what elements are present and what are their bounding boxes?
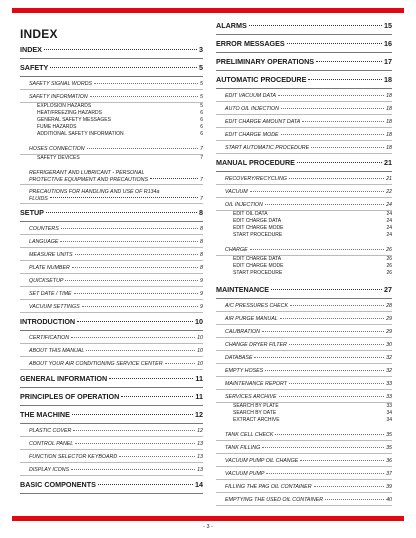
toc-entry-subsub[interactable] <box>216 218 392 225</box>
toc-entry-sub[interactable] <box>216 458 392 467</box>
toc-entry-page: 24 <box>386 202 392 208</box>
toc-entry-label: EXPLOSION HAZARDS <box>37 103 92 109</box>
toc-entry-wrapped[interactable] <box>20 189 203 204</box>
toc-entry-sub[interactable] <box>20 291 203 300</box>
toc-entry-subsub[interactable] <box>216 403 392 410</box>
toc-entry-subsub[interactable] <box>216 417 392 424</box>
toc-entry-label: ERROR MESSAGES <box>216 39 285 48</box>
dot-leader <box>86 350 195 351</box>
toc-entry-sub[interactable] <box>216 303 392 312</box>
dot-leader <box>82 306 198 307</box>
dot-leader <box>165 363 196 364</box>
toc-entry-sub[interactable] <box>20 467 203 476</box>
dot-leader <box>109 378 193 379</box>
toc-entry-page: 9 <box>200 278 203 284</box>
dot-leader <box>289 383 384 384</box>
toc-entry-page: 8 <box>200 265 203 271</box>
toc-entry-label: GENERAL SAFETY MESSAGES <box>37 117 111 123</box>
toc-entry-sub[interactable] <box>20 454 203 463</box>
toc-entry-sub[interactable] <box>20 265 203 274</box>
dot-leader <box>250 249 384 250</box>
toc-entry-page: 14 <box>195 480 203 489</box>
toc-entry-sub[interactable] <box>216 106 392 115</box>
toc-entry-page: 28 <box>386 303 392 309</box>
toc-entry-page: 29 <box>386 329 392 335</box>
dot-leader <box>75 443 195 444</box>
dot-leader <box>44 49 197 50</box>
toc-entry-page: 39 <box>386 484 392 490</box>
toc-entry-label: EXTRACT ARCHIVE <box>233 417 280 423</box>
toc-entry-sub[interactable] <box>20 428 203 437</box>
dot-leader <box>279 396 385 397</box>
dot-leader <box>287 43 382 44</box>
toc-entry-label: HEAT/FREEZING HAZARDS <box>37 110 102 116</box>
dot-leader <box>311 147 384 148</box>
toc-entry-sub[interactable] <box>216 355 392 364</box>
toc-entry-page: 18 <box>386 106 392 112</box>
dot-leader <box>61 228 198 229</box>
dot-leader <box>73 430 195 431</box>
toc-entry-label: HOSES CONNECTION <box>29 146 85 152</box>
dot-leader <box>281 108 384 109</box>
toc-entry-main[interactable] <box>216 39 392 53</box>
spacer <box>20 138 203 142</box>
dot-leader <box>250 191 384 192</box>
toc-entry-label: EDIT CHARGE MODE <box>225 132 279 138</box>
toc-entry-page: 6 <box>200 110 203 116</box>
toc-entry-page: 24 <box>386 218 392 224</box>
toc-entry-sub[interactable] <box>216 381 392 390</box>
toc-entry-page: 5 <box>200 103 203 109</box>
toc-entry-label: COUNTERS <box>29 226 59 232</box>
toc-entry-page: 13 <box>197 454 203 460</box>
toc-entry-label: RECOVERY/RECYCLING <box>225 176 287 182</box>
toc-entry-label: AUTO OIL INJECTION <box>225 106 279 112</box>
spacer <box>20 162 203 166</box>
toc-entry-sub[interactable] <box>216 432 392 441</box>
dot-leader <box>289 344 384 345</box>
toc-entry-sub[interactable] <box>216 132 392 141</box>
toc-entry-page: 8 <box>200 226 203 232</box>
toc-entry-sub[interactable] <box>20 94 203 103</box>
dot-leader <box>249 25 382 26</box>
toc-entry-sub[interactable] <box>20 252 203 261</box>
toc-entry-label: FILLING THE PAG OIL CONTAINER <box>225 484 312 490</box>
dot-leader <box>50 67 197 68</box>
dot-leader <box>262 331 384 332</box>
dot-leader <box>314 486 385 487</box>
toc-entry-main[interactable] <box>20 45 203 59</box>
dot-leader <box>74 293 198 294</box>
toc-entry-sub[interactable] <box>216 445 392 454</box>
toc-entry-sub[interactable] <box>20 348 203 357</box>
toc-entry-main[interactable] <box>216 75 392 89</box>
toc-entry-label: AUTOMATIC PROCEDURE <box>216 75 307 84</box>
toc-entry-main[interactable] <box>216 57 392 71</box>
toc-entry-label: BASIC COMPONENTS <box>20 480 96 489</box>
toc-entry-page: 18 <box>386 93 392 99</box>
spacer <box>216 239 392 243</box>
toc-entry-page: 33 <box>386 381 392 387</box>
spacer <box>216 424 392 428</box>
toc-entry-sub[interactable] <box>216 342 392 351</box>
toc-entry-label: DATABASE <box>225 355 253 361</box>
toc-entry-page: 15 <box>384 21 392 30</box>
toc-entry-label: A/C PRESSURES CHECK <box>225 303 288 309</box>
toc-entry-label: GENERAL INFORMATION <box>20 374 108 383</box>
toc-entry-label: CONTROL PANEL <box>29 441 74 447</box>
toc-entry-label: CHARGE <box>225 247 248 253</box>
toc-entry-label: SAFETY INFORMATION <box>29 94 88 100</box>
toc-entry-page: 9 <box>200 291 203 297</box>
toc-entry-subsub[interactable] <box>20 124 203 131</box>
toc-entry-label: VACUUM <box>225 189 248 195</box>
toc-entry-sub[interactable] <box>20 441 203 450</box>
toc-entry-page: 8 <box>199 208 203 217</box>
toc-entry-subsub[interactable] <box>216 270 392 277</box>
toc-entry-label: ABOUT THIS MANUAL <box>29 348 85 354</box>
toc-entry-page: 9 <box>200 304 203 310</box>
toc-entry-page: 11 <box>195 392 203 401</box>
dot-leader <box>90 96 198 97</box>
toc-entry-sub[interactable] <box>216 484 392 493</box>
toc-entry-page: 16 <box>384 39 392 48</box>
toc-entry-label: EDIT CHARGE DATA <box>233 218 282 224</box>
toc-entry-label: MANUAL PROCEDURE <box>216 158 295 167</box>
toc-entry-subsub[interactable] <box>216 263 392 270</box>
toc-entry-label: EDIT CHARGE MODE <box>233 263 284 269</box>
toc-entry-page: 32 <box>386 368 392 374</box>
toc-entry-sub[interactable] <box>216 119 392 128</box>
dot-leader <box>289 178 384 179</box>
toc-entry-label: EMPTYING THE USED OIL CONTAINER <box>225 497 324 503</box>
toc-entry-label: EDIT CHARGE AMOUNT DATA <box>225 119 301 125</box>
toc-entry-label: SET DATE / TIME <box>29 291 72 297</box>
toc-entry-label: PRELIMINARY OPERATIONS <box>216 57 315 66</box>
dot-leader <box>119 456 195 457</box>
toc-list-left <box>20 45 203 494</box>
toc-entry-subsub[interactable] <box>20 155 203 162</box>
dot-leader <box>72 267 198 268</box>
spacer <box>216 277 392 281</box>
toc-entry-page: 5 <box>200 94 203 100</box>
toc-entry-page: 24 <box>386 225 392 231</box>
dot-leader <box>65 280 198 281</box>
toc-entry-page: 22 <box>386 189 392 195</box>
toc-entry-label: EDIT OIL DATA <box>233 211 268 217</box>
toc-entry-label: MAINTENANCE REPORT <box>225 381 288 387</box>
toc-entry-main[interactable] <box>20 410 203 424</box>
toc-entry-page: 27 <box>384 285 392 294</box>
toc-entry-label: START AUTOMATIC PROCEDURE <box>225 145 310 151</box>
dot-leader <box>46 212 197 213</box>
toc-entry-label: START PROCEDURE <box>233 232 283 238</box>
dot-leader <box>300 460 384 461</box>
toc-entry-cont[interactable] <box>29 177 203 184</box>
toc-entry-label: FUME HAZARDS <box>37 124 77 130</box>
toc-entry-label: INTRODUCTION <box>20 317 76 326</box>
dot-leader <box>308 79 382 80</box>
toc-entry-label: AIR PURGE MANUAL <box>225 316 278 322</box>
toc-entry-main[interactable] <box>20 392 203 406</box>
toc-entry-label: VACUUM SETTINGS <box>29 304 80 310</box>
toc-entry-label: CALIBRATION <box>225 329 260 335</box>
toc-entry-sub[interactable] <box>20 361 203 370</box>
toc-entry-label: VACUUM PUMP <box>225 471 265 477</box>
toc-entry-page: 33 <box>386 403 392 409</box>
toc-entry-main[interactable] <box>216 285 392 299</box>
toc-entry-subsub[interactable] <box>20 110 203 117</box>
toc-entry-page: 13 <box>197 441 203 447</box>
toc-entry-page: 6 <box>200 124 203 130</box>
dot-leader <box>77 321 193 322</box>
toc-entry-label: EDIT CHARGE DATA <box>233 256 282 262</box>
toc-entry-page: 6 <box>200 131 203 137</box>
toc-entry-label: SAFETY <box>20 63 49 72</box>
toc-entry-label: PROTECTIVE EQUIPMENT AND PRECAUTIONS <box>29 177 148 183</box>
toc-entry-sub[interactable] <box>216 394 392 403</box>
dot-leader <box>265 204 384 205</box>
toc-entry-label: SERVICES ARCHIVE <box>225 394 277 400</box>
toc-entry-cont[interactable] <box>29 196 203 203</box>
toc-entry-sub[interactable] <box>216 329 392 338</box>
toc-entry-page: 35 <box>386 445 392 451</box>
toc-entry-sub[interactable] <box>216 497 392 506</box>
toc-entry-main[interactable] <box>216 21 392 35</box>
toc-entry-label: ABOUT YOUR AIR CONDITIONING SERVICE CENTER <box>29 361 163 367</box>
toc-entry-label: ADDITIONAL SAFETY INFORMATION <box>37 131 124 137</box>
toc-entry-label: PRINCIPLES OF OPERATION <box>20 392 120 401</box>
toc-entry-label: SETUP <box>20 208 44 217</box>
index-right-column <box>216 21 392 506</box>
toc-entry-page: 10 <box>195 317 203 326</box>
toc-entry-main[interactable] <box>216 158 392 172</box>
toc-entry-label: DISPLAY ICONS <box>29 467 70 473</box>
toc-entry-label: TANK CELL CHECK <box>225 432 274 438</box>
toc-entry-sub[interactable] <box>20 239 203 248</box>
top-red-rule <box>12 8 404 13</box>
toc-entry-page: 8 <box>200 239 203 245</box>
toc-list-right <box>216 21 392 506</box>
toc-entry-label: EMPTY HOSES <box>225 368 264 374</box>
bottom-red-rule <box>12 516 404 521</box>
toc-entry-sub[interactable] <box>216 368 392 377</box>
toc-entry-sub[interactable] <box>216 189 392 198</box>
dot-leader <box>290 305 384 306</box>
toc-entry-page: 17 <box>384 57 392 66</box>
dot-leader <box>121 396 193 397</box>
dot-leader <box>50 197 198 198</box>
toc-entry-page: 24 <box>386 232 392 238</box>
toc-entry-wrapped[interactable] <box>20 170 203 185</box>
toc-entry-label: FUNCTION SELECTOR KEYBOARD <box>29 454 118 460</box>
toc-entry-page: 3 <box>199 45 203 54</box>
toc-entry-page: 37 <box>386 471 392 477</box>
toc-entry-label: SAFETY DEVICES <box>37 155 80 161</box>
dot-leader <box>278 95 384 96</box>
toc-entry-sub[interactable] <box>20 304 203 313</box>
toc-entry-label: PLATE NUMBER <box>29 265 70 271</box>
dot-leader <box>60 241 198 242</box>
toc-entry-sub[interactable] <box>216 247 392 256</box>
toc-entry-page: 18 <box>386 145 392 151</box>
toc-entry-label: SEARCH BY PLATE <box>233 403 279 409</box>
toc-entry-sub[interactable] <box>20 81 203 90</box>
dot-leader <box>98 484 193 485</box>
dot-leader <box>71 469 195 470</box>
toc-entry-label: TANK FILLING <box>225 445 261 451</box>
toc-entry-page: 12 <box>195 410 203 419</box>
toc-entry-main[interactable] <box>20 208 203 222</box>
dot-leader <box>75 254 198 255</box>
toc-entry-page: 18 <box>386 119 392 125</box>
toc-entry-main[interactable] <box>20 317 203 331</box>
dot-leader <box>262 447 384 448</box>
toc-entry-label-line: REFRIGERANT AND LUBRICANT - PERSONAL <box>29 170 145 176</box>
dot-leader <box>87 148 198 149</box>
toc-entry-page: 34 <box>386 417 392 423</box>
toc-entry-page: 10 <box>197 348 203 354</box>
toc-entry-page: 40 <box>386 497 392 503</box>
toc-entry-page: 21 <box>384 158 392 167</box>
toc-entry-label-line: PRECAUTIONS FOR HANDLING AND USE OF R134a <box>29 189 160 195</box>
dot-leader <box>281 134 385 135</box>
toc-entry-page: 7 <box>200 146 203 152</box>
toc-entry-page: 10 <box>197 361 203 367</box>
toc-entry-sub[interactable] <box>216 316 392 325</box>
toc-entry-sub[interactable] <box>216 93 392 102</box>
toc-entry-label: PLASTIC COVER <box>29 428 72 434</box>
toc-entry-page: 7 <box>200 155 203 161</box>
toc-entry-sub[interactable] <box>216 176 392 185</box>
dot-leader <box>325 499 384 500</box>
toc-entry-page: 34 <box>386 410 392 416</box>
toc-entry-page: 26 <box>386 247 392 253</box>
toc-entry-page: 7 <box>200 196 203 202</box>
toc-entry-page: 33 <box>386 394 392 400</box>
toc-entry-label: THE MACHINE <box>20 410 70 419</box>
toc-entry-label: START PROCEDURE <box>233 270 283 276</box>
toc-entry-label: EDIT VACUUM DATA <box>225 93 277 99</box>
toc-entry-page: 21 <box>386 176 392 182</box>
toc-entry-label: INDEX <box>20 45 42 54</box>
toc-entry-page: 30 <box>386 342 392 348</box>
toc-entry-page: 18 <box>386 132 392 138</box>
toc-entry-sub[interactable] <box>216 471 392 480</box>
toc-entry-label: MAINTENANCE <box>216 285 270 294</box>
toc-entry-subsub[interactable] <box>216 225 392 232</box>
toc-entry-sub[interactable] <box>20 226 203 235</box>
toc-entry-subsub[interactable] <box>216 256 392 263</box>
dot-leader <box>316 61 382 62</box>
toc-entry-page: 36 <box>386 458 392 464</box>
toc-entry-page: 8 <box>200 252 203 258</box>
dot-leader <box>275 434 384 435</box>
dot-leader <box>271 289 382 290</box>
toc-entry-page: 10 <box>197 335 203 341</box>
toc-entry-subsub[interactable] <box>216 232 392 239</box>
toc-entry-label: ALARMS <box>216 21 247 30</box>
toc-entry-label: VACUUM PUMP OIL CHANGE <box>225 458 299 464</box>
toc-entry-label: OIL INJECTION <box>225 202 263 208</box>
dot-leader <box>266 473 384 474</box>
dot-leader <box>150 178 198 179</box>
toc-entry-page: 18 <box>384 75 392 84</box>
toc-entry-page: 6 <box>200 117 203 123</box>
toc-entry-main[interactable] <box>20 374 203 388</box>
toc-entry-page: 29 <box>386 316 392 322</box>
toc-entry-page: 26 <box>386 270 392 276</box>
dot-leader <box>302 121 384 122</box>
index-left-column <box>20 21 203 494</box>
dot-leader <box>94 83 198 84</box>
toc-entry-subsub[interactable] <box>216 211 392 218</box>
toc-entry-subsub[interactable] <box>216 410 392 417</box>
toc-entry-page: 26 <box>386 256 392 262</box>
dot-leader <box>265 370 384 371</box>
toc-entry-sub[interactable] <box>20 335 203 344</box>
toc-entry-main[interactable] <box>20 63 203 77</box>
toc-entry-page: 35 <box>386 432 392 438</box>
toc-entry-main[interactable] <box>20 480 203 494</box>
toc-entry-label: FLUIDS <box>29 196 48 202</box>
toc-entry-sub[interactable] <box>216 145 392 154</box>
dot-leader <box>254 357 384 358</box>
toc-entry-sub[interactable] <box>20 278 203 287</box>
toc-entry-page: 32 <box>386 355 392 361</box>
toc-entry-label: SAFETY SIGNAL WORDS <box>29 81 93 87</box>
toc-entry-page: 12 <box>197 428 203 434</box>
toc-entry-label: CHANGE DRYER FILTER <box>225 342 287 348</box>
dot-leader <box>280 318 384 319</box>
toc-entry-page: 26 <box>386 263 392 269</box>
toc-entry-label: EDIT CHARGE MODE <box>233 225 284 231</box>
page-number: - 3 - <box>203 524 213 530</box>
toc-entry-label: SEARCH BY DATE <box>233 410 277 416</box>
toc-entry-subsub[interactable] <box>20 131 203 138</box>
toc-entry-page: 5 <box>199 63 203 72</box>
toc-entry-sub[interactable] <box>216 202 392 211</box>
dot-leader <box>71 337 195 338</box>
toc-entry-subsub[interactable] <box>20 103 203 110</box>
dot-leader <box>297 162 382 163</box>
toc-entry-sub[interactable] <box>20 146 203 155</box>
toc-entry-label: QUICKSETUP <box>29 278 64 284</box>
toc-entry-subsub[interactable] <box>20 117 203 124</box>
toc-entry-page: 24 <box>386 211 392 217</box>
dot-leader <box>72 414 193 415</box>
toc-entry-page: 5 <box>200 81 203 87</box>
toc-entry-page: 13 <box>197 467 203 473</box>
page-title: INDEX <box>20 27 58 41</box>
toc-entry-label: CERTIFICATION <box>29 335 70 341</box>
toc-entry-label: LANGUAGE <box>29 239 59 245</box>
toc-entry-label: MEASURE UNITS <box>29 252 73 258</box>
toc-entry-page: 11 <box>195 374 203 383</box>
toc-entry-page: 7 <box>200 177 203 183</box>
